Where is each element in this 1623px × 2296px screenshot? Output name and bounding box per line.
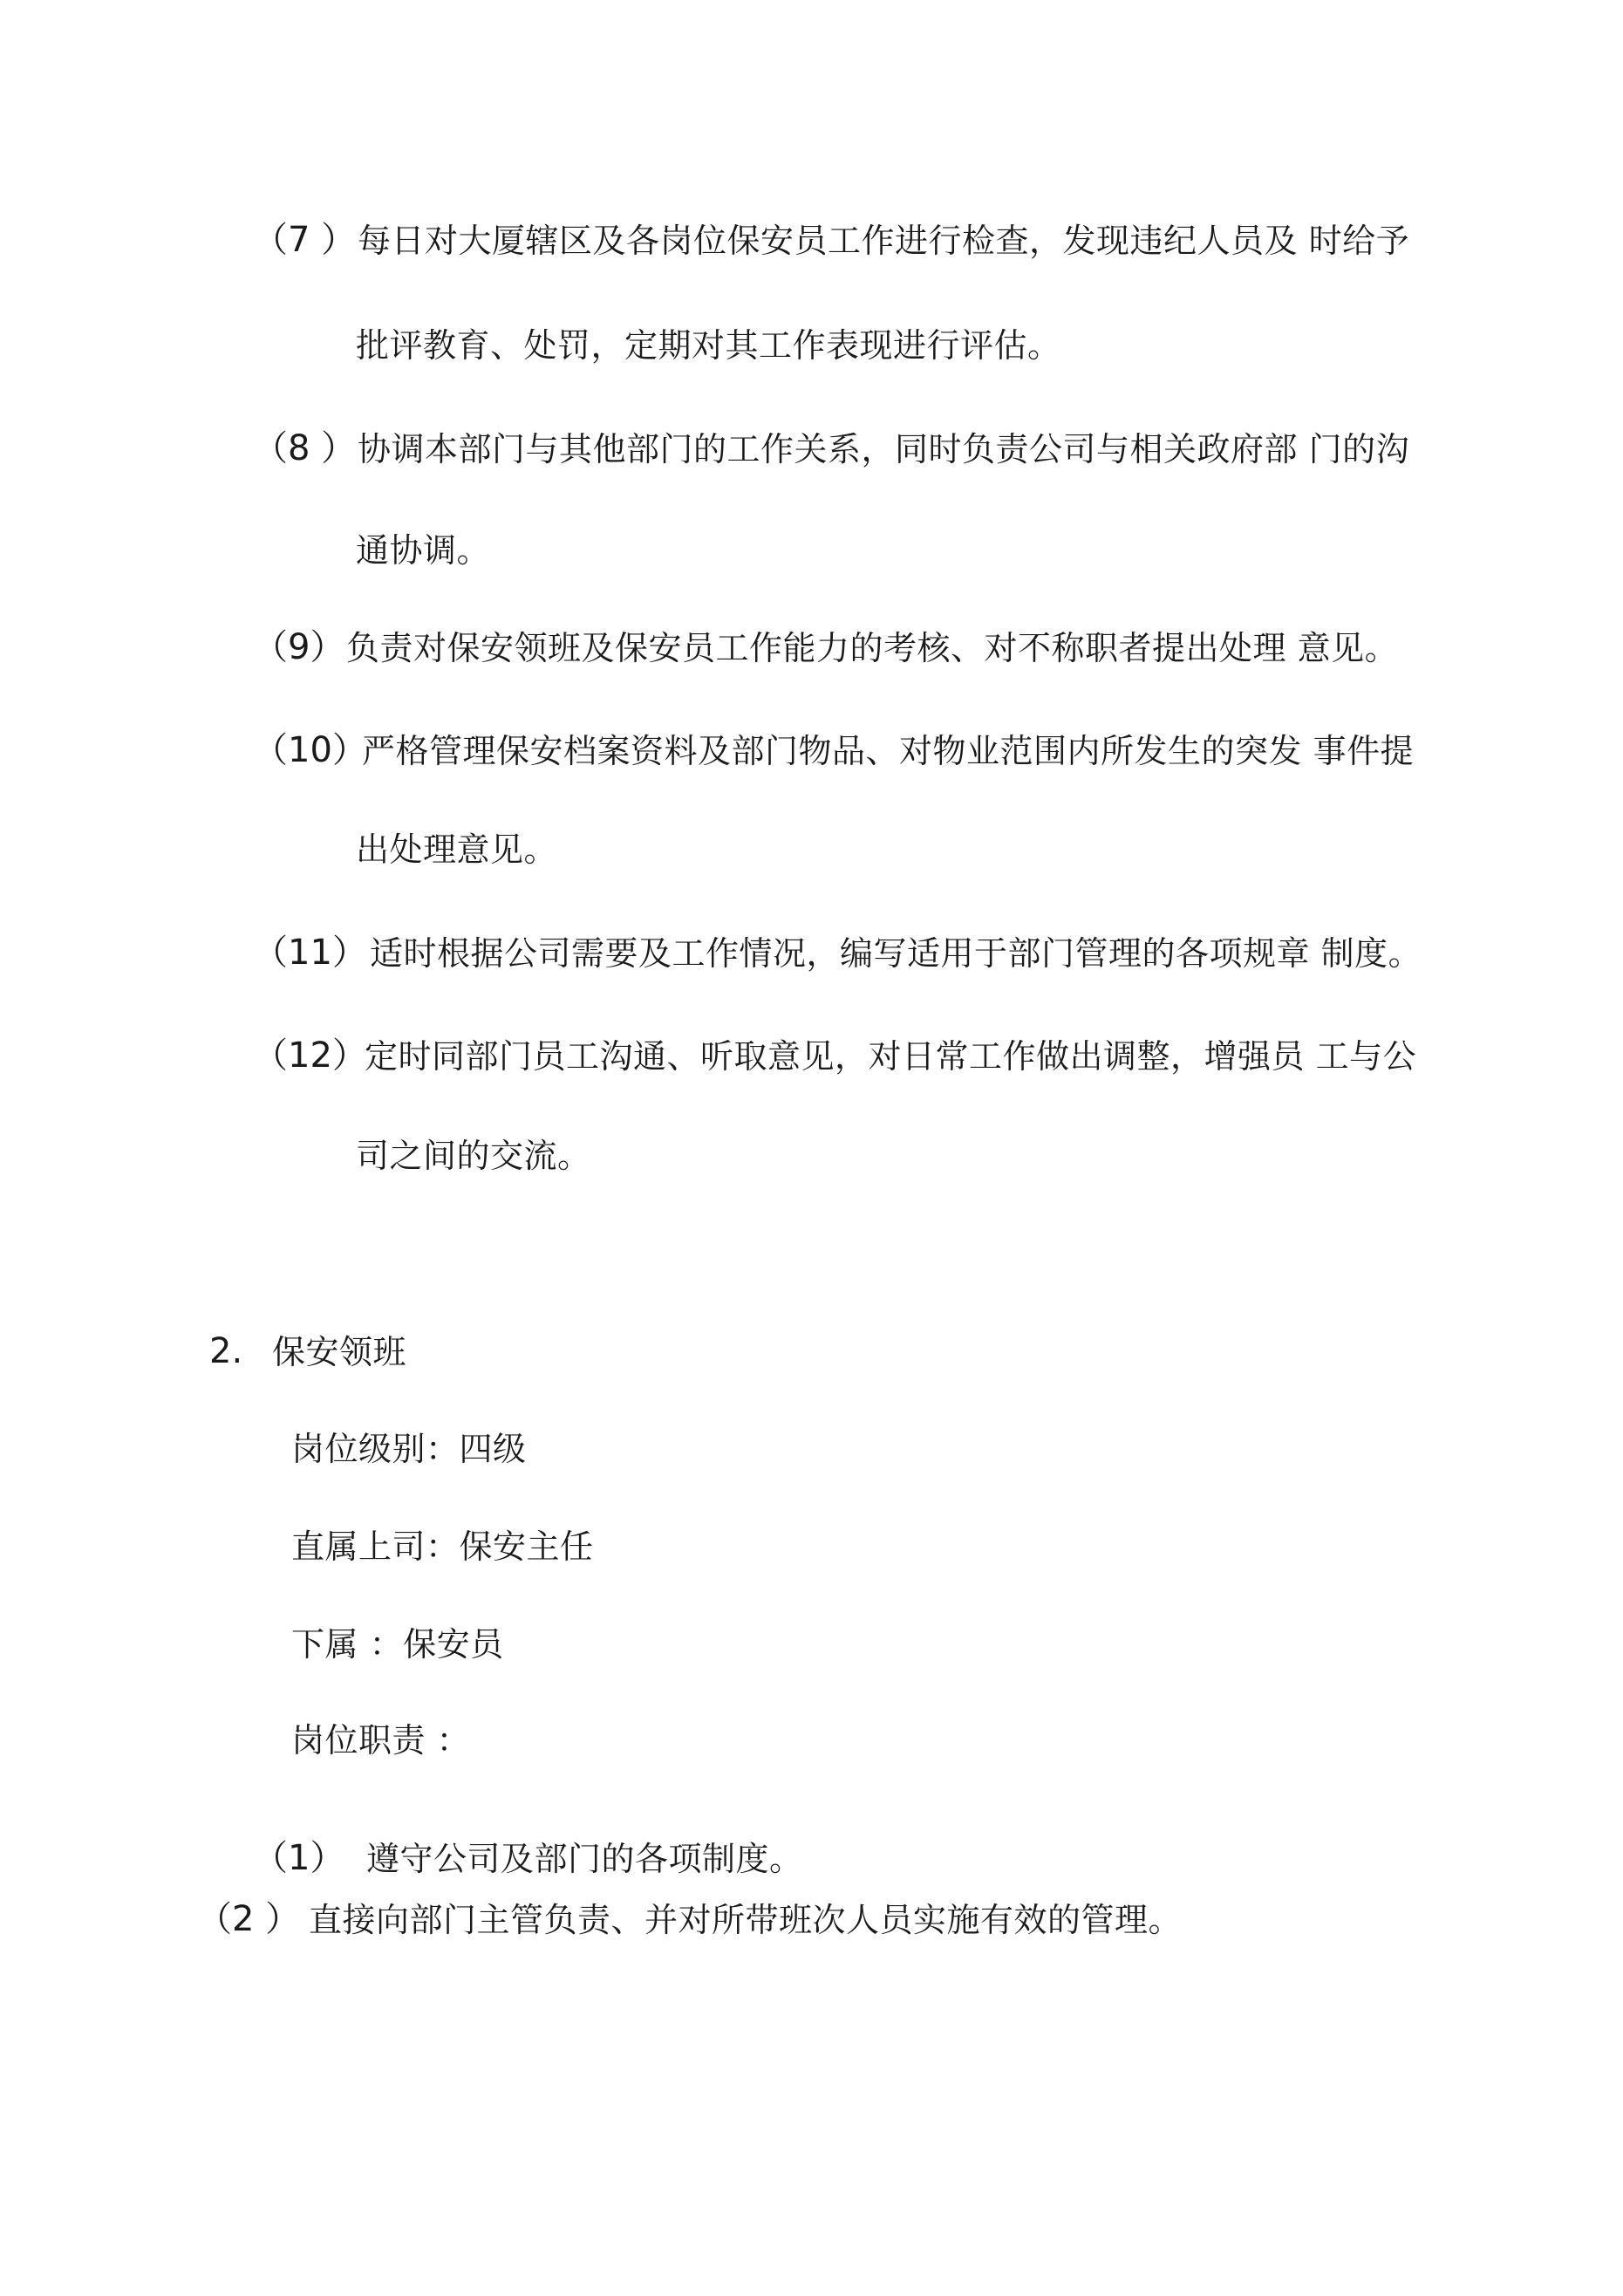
duties-label: 岗位职责 ： bbox=[291, 1721, 471, 1760]
item-12-line-2: 司之间的交流。 bbox=[356, 1137, 591, 1175]
item-8-line-1: 协调本部门与其他部门的工作关系，同时负责公司与相关政府部 门的沟 bbox=[358, 430, 1410, 468]
duty-1-text: 遵守公司及部门的各项制度。 bbox=[366, 1840, 803, 1878]
item-9-number: （9） bbox=[253, 627, 345, 667]
item-8-number: （8 ） bbox=[253, 428, 357, 468]
position-level: 岗位级别：四级 bbox=[291, 1430, 527, 1468]
subordinate: 下属 ：保安员 bbox=[291, 1625, 504, 1664]
section-title: 保安领班 bbox=[272, 1333, 407, 1371]
item-12-line-1: 定时同部门员工沟通、听取意见，对日常工作做出调整，增强员 工与公 bbox=[365, 1037, 1417, 1076]
item-9-line-1: 负责对保安领班及保安员工作能力的考核、对不称职者提出处理 意见。 bbox=[346, 629, 1399, 667]
direct-supervisor: 直属上司：保安主任 bbox=[291, 1527, 594, 1566]
item-7-line-2: 批评教育、处罚，定期对其工作表现进行评估。 bbox=[356, 326, 1061, 365]
item-10-line-1: 严格管理保安档案资料及部门物品、对物业范围内所发生的突发 事件提 bbox=[362, 732, 1415, 770]
duty-1-number: （1） bbox=[253, 1838, 345, 1878]
item-11-line-1: 适时根据公司需要及工作情况，编写适用于部门管理的各项规章 制度。 bbox=[370, 934, 1422, 973]
item-11-number: （11） bbox=[253, 933, 367, 973]
item-8-line-2: 通协调。 bbox=[356, 531, 491, 570]
duty-2-text: 直接向部门主管负责、并对所带班次人员实施有效的管理。 bbox=[309, 1901, 1183, 1939]
item-7-line-1: 每日对大厦辖区及各岗位保安员工作进行检查，发现违纪人员及 时给予 bbox=[358, 222, 1410, 260]
item-10-number: （10） bbox=[253, 730, 367, 770]
item-12-number: （12） bbox=[253, 1035, 367, 1076]
section-number: 2. bbox=[209, 1331, 243, 1371]
item-10-line-2: 出处理意见。 bbox=[356, 830, 558, 869]
item-7-number: （7 ） bbox=[253, 220, 357, 260]
duty-2-number: （2 ） bbox=[197, 1899, 301, 1939]
